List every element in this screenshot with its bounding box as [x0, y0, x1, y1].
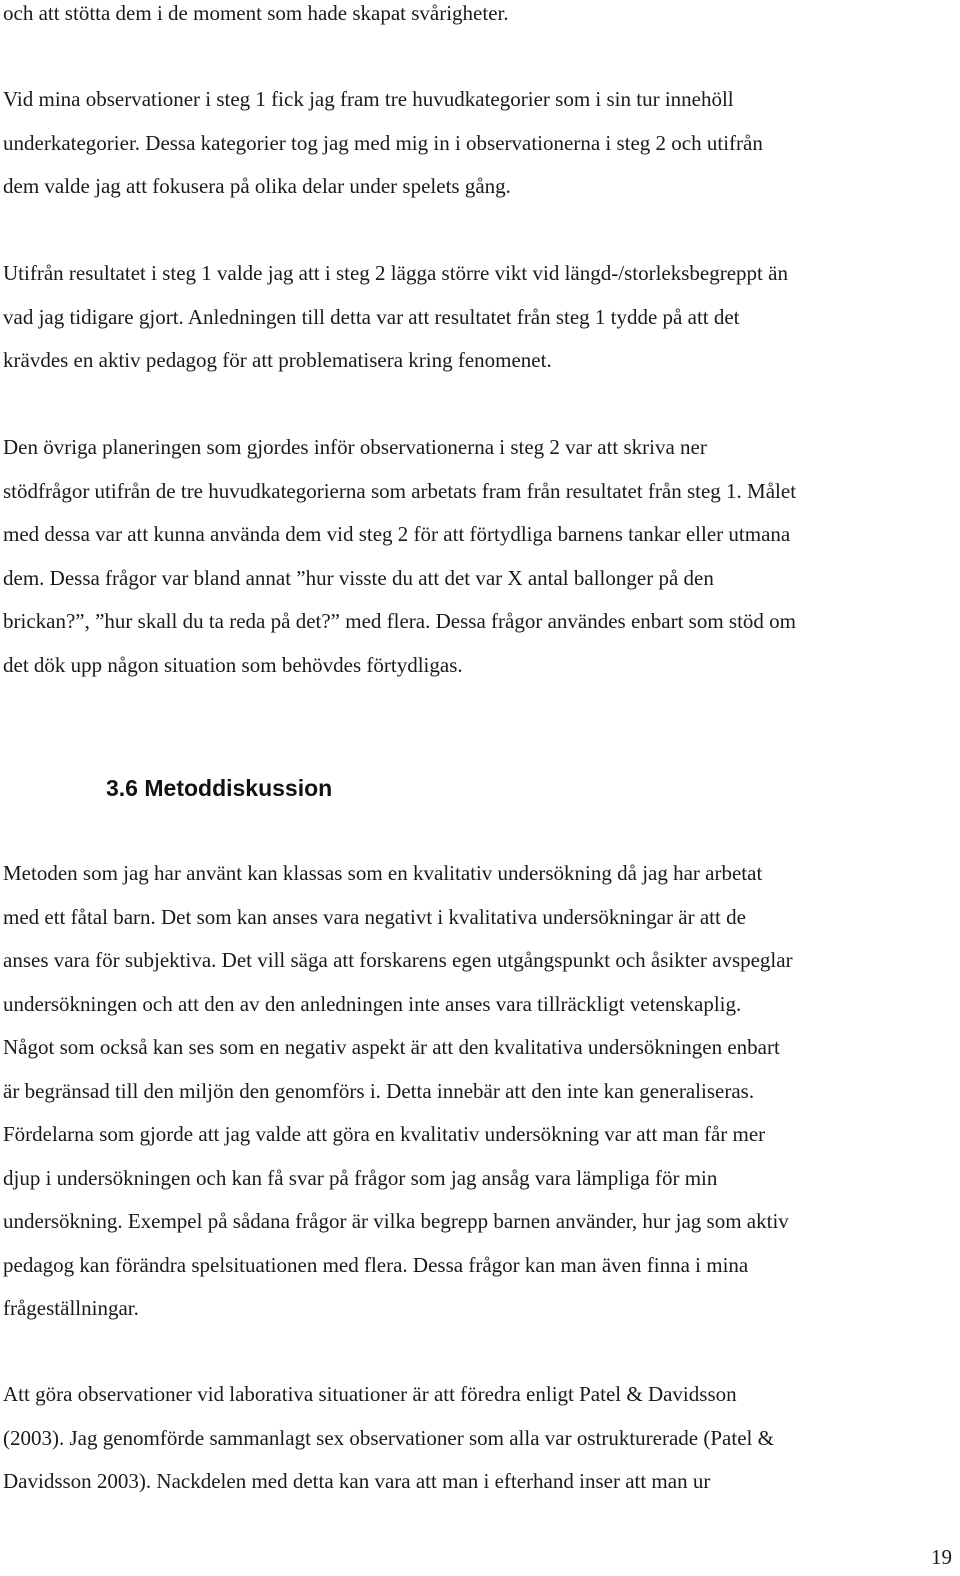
paragraph	[3, 426, 957, 687]
section-heading: 3.6 Metoddiskussion	[106, 775, 333, 801]
paragraph	[3, 0, 957, 36]
paragraph-line: Utifrån resultatet i steg 1 valde jag att i steg 2 lägga större vikt vid längd-/storleksbegreppt än	[3, 261, 788, 285]
paragraph-line: med ett fåtal barn. Det som kan anses vara negativt i kvalitativa undersökningar är att de	[3, 904, 746, 929]
paragraph-line: (2003). Jag genomförde sammanlagt sex observationer som alla var ostrukturerade (Patel &	[3, 1425, 774, 1450]
paragraph-line: undersökningen och att den av den anledningen inte anses vara tillräckligt vetenskaplig.	[3, 991, 742, 1016]
paragraph-line: Något som också kan ses som en negativ aspekt är att den kvalitativa undersökningen enbart	[3, 1035, 780, 1059]
paragraph-line: pedagog kan förändra spelsituationen med flera. Dessa frågor kan man även finna i mina	[3, 1252, 749, 1277]
paragraph-line: det dök upp någon situation som behövdes förtydligas.	[3, 652, 463, 677]
paragraph-line: och att stötta dem i de moment som hade skapat svårigheter.	[3, 1, 509, 25]
paragraph-line: undersökning. Exempel på sådana frågor är vilka begrepp barnen använder, hur jag som aktiv	[3, 1209, 789, 1233]
paragraph-line: Metoden som jag har använt kan klassas som en kvalitativ undersökning då jag har arbetat	[3, 861, 763, 885]
paragraph-line: Davidsson 2003). Nackdelen med detta kan vara att man i efterhand inser att man ur	[3, 1469, 711, 1493]
paragraph-line: Vid mina observationer i steg 1 fick jag fram tre huvudkategorier som i sin tur innehöll	[3, 87, 734, 111]
paragraph-line: frågeställningar.	[3, 1296, 139, 1320]
paragraph-line: dem valde jag att fokusera på olika delar under spelets gång.	[3, 174, 511, 198]
paragraph	[3, 252, 957, 383]
paragraph-line: Den övriga planeringen som gjordes inför observationerna i steg 2 var att skriva ner	[3, 435, 707, 459]
paragraph	[3, 852, 957, 1331]
page-number: 19	[931, 1545, 952, 1569]
paragraph-line: brickan?”, ”hur skall du ta reda på det?” med flera. Dessa frågor användes enbart som stöd om	[3, 609, 797, 633]
paragraph-line: dem. Dessa frågor var bland annat ”hur visste du att det var X antal ballonger på den	[3, 565, 714, 590]
paragraph-line: djup i undersökningen och kan få svar på frågor som jag ansåg vara lämpliga för min	[3, 1165, 718, 1190]
paragraph	[3, 1373, 957, 1504]
paragraph-line: underkategorier. Dessa kategorier tog jag med mig in i observationerna i steg 2 och utifrån	[3, 130, 763, 155]
paragraph-line: med dessa var att kunna använda dem vid steg 2 för att förtydliga barnens tankar eller utmana	[3, 522, 791, 546]
paragraph-line: stödfrågor utifrån de tre huvudkategorierna som arbetats fram från resultatet från steg 1. Målet	[3, 478, 797, 503]
paragraph-line: krävdes en aktiv pedagog för att problematisera kring fenomenet.	[3, 348, 552, 372]
paragraph-line: är begränsad till den miljön den genomförs i. Detta innebär att den inte kan generaliseras.	[3, 1078, 755, 1103]
paragraph-line: vad jag tidigare gjort. Anledningen till detta var att resultatet från steg 1 tydde på att det	[3, 304, 740, 329]
paragraph-line: Fördelarna som gjorde att jag valde att göra en kvalitativ undersökning var att man får mer	[3, 1122, 766, 1146]
paragraph-line: Att göra observationer vid laborativa situationer är att föredra enligt Patel & Davidsson	[3, 1382, 737, 1406]
paragraph	[3, 78, 957, 209]
paragraph-line: anses vara för subjektiva. Det vill säga att forskarens egen utgångspunkt och åsikter avspeglar	[3, 948, 793, 972]
